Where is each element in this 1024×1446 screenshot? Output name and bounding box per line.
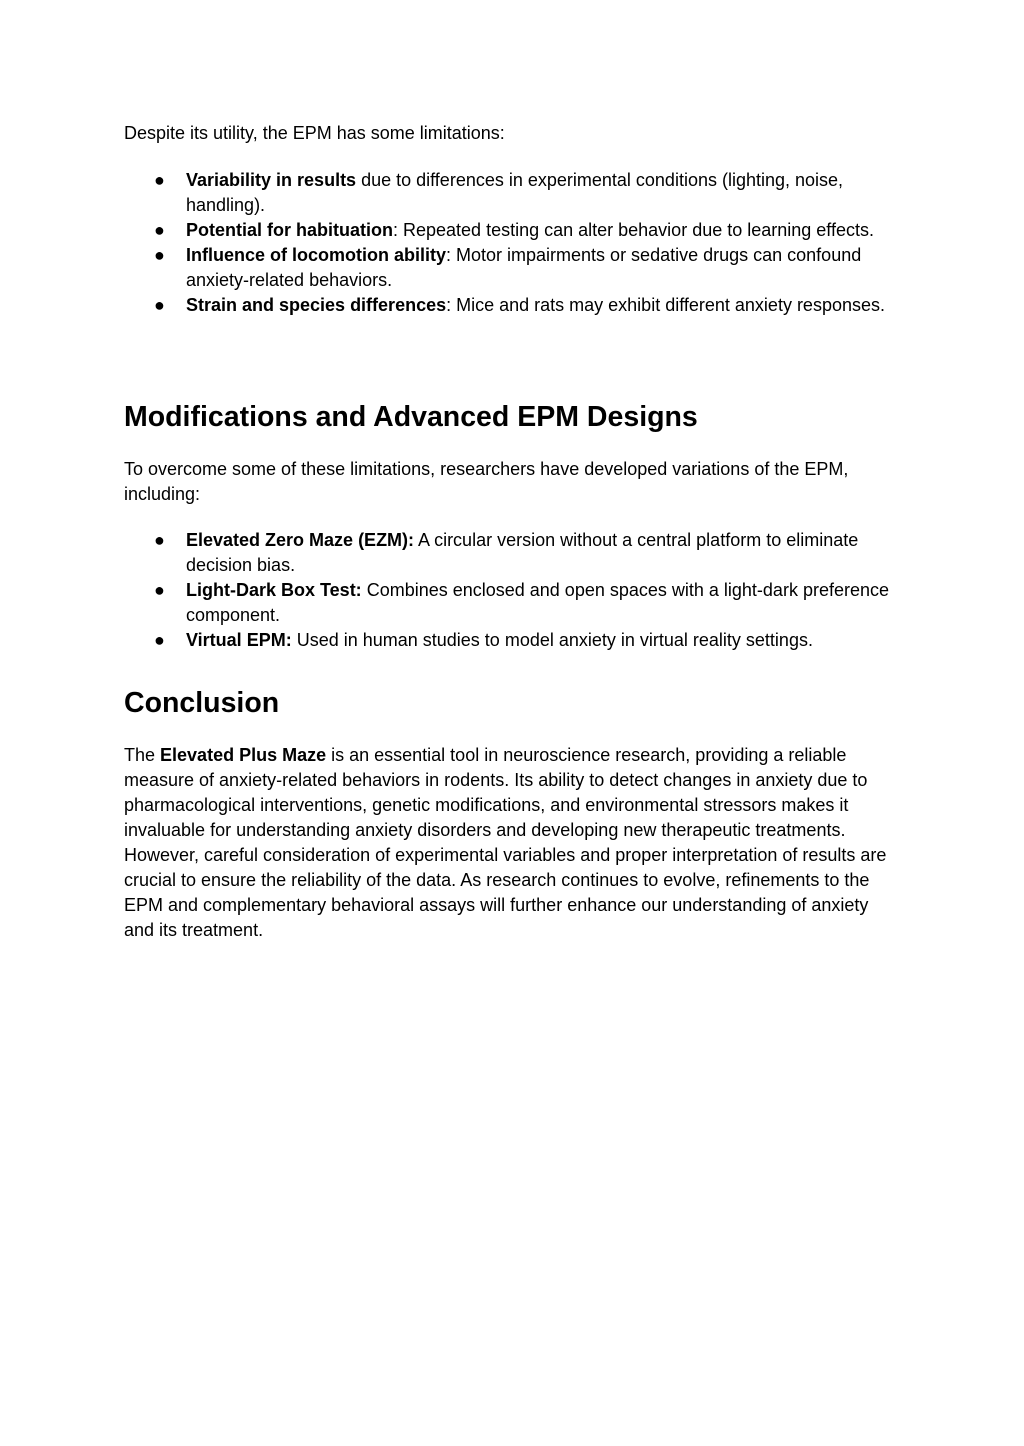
modifications-list: [124, 528, 900, 653]
conclusion-text: is an essential tool in neuroscience research, providing a reliable measure of anxiety-related behaviors in rodents. Its ability to detect changes in anxiety due to pharmacological interventions, genetic modifications, and environmental stressors makes it invaluable for understanding anxiety disorders and developing new therapeutic treatments. However, careful consideration of experimental variables and proper interpretation of results are crucial to ensure the reliability of the data. As research continues to evolve, refinements to the EPM and complementary behavioral assays will further enhance our understanding of anxiety and its treatment.: [124, 745, 887, 940]
item-text: : Mice and rats may exhibit different anxiety responses.: [446, 295, 885, 315]
bullet-icon: ●: [154, 630, 165, 650]
item-text: Used in human studies to model anxiety in virtual reality settings.: [291, 630, 813, 650]
conclusion-heading: Conclusion: [124, 687, 280, 719]
list-item: [124, 628, 900, 653]
item-term: Influence of locomotion ability: [186, 245, 447, 265]
list-item: [124, 528, 900, 578]
item-text: : Motor impairments or sedative drugs can confound anxiety-related behaviors.: [186, 245, 862, 290]
modifications-paragraph: To overcome some of these limitations, researchers have developed variations of the EPM, including:: [124, 459, 849, 504]
limitations-intro: Despite its utility, the EPM has some limitations:: [124, 123, 505, 143]
item-text: Combines enclosed and open spaces with a light-dark preference component.: [186, 580, 889, 625]
bullet-icon: ●: [154, 245, 165, 265]
item-term: Light-Dark Box Test:: [186, 580, 362, 600]
bullet-icon: ●: [154, 170, 165, 190]
bullet-icon: ●: [154, 295, 165, 315]
conclusion-lead: The: [124, 745, 161, 765]
conclusion-term: Elevated Plus Maze: [160, 745, 327, 765]
list-item: [124, 578, 900, 628]
item-term: Strain and species differences: [186, 295, 447, 315]
conclusion-paragraph: [124, 743, 900, 943]
item-term: Elevated Zero Maze (EZM):: [186, 530, 415, 550]
list-item: [124, 293, 900, 318]
list-item: [124, 168, 900, 218]
limitations-list: [124, 168, 900, 318]
modifications-heading: Modifications and Advanced EPM Designs: [124, 401, 698, 433]
bullet-icon: ●: [154, 530, 165, 550]
list-item: [124, 218, 900, 243]
item-term: Potential for habituation: [186, 220, 393, 240]
item-text: : Repeated testing can alter behavior due to learning effects.: [393, 220, 874, 240]
item-text: due to differences in experimental conditions (lighting, noise, handling).: [186, 170, 844, 215]
item-text: A circular version without a central platform to eliminate decision bias.: [186, 530, 859, 575]
list-item: [124, 243, 900, 293]
item-term: Virtual EPM:: [186, 630, 292, 650]
bullet-icon: ●: [154, 220, 165, 240]
bullet-icon: ●: [154, 580, 165, 600]
item-term: Variability in results: [186, 170, 357, 190]
